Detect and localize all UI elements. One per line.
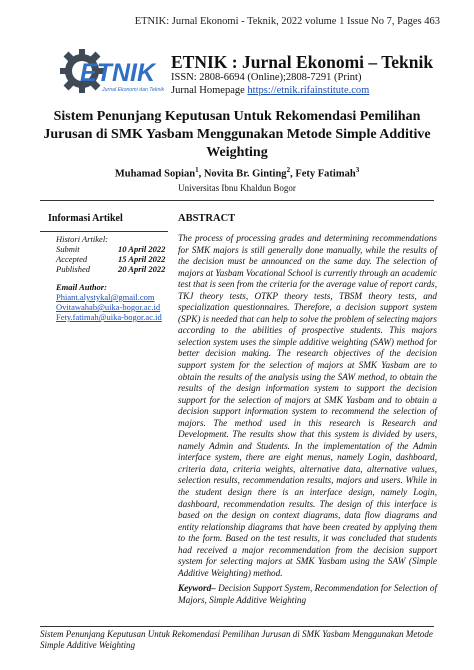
email-heading: Email Author: (56, 282, 107, 292)
author-name: Novita Br. Ginting (203, 168, 287, 180)
abstract-heading: ABSTRACT (178, 213, 236, 224)
author-affiliation-mark: 1 (195, 166, 199, 174)
logo-tagline: Jurnal Ekonomi dan Teknik (102, 87, 165, 93)
keywords-label: Keyword– (178, 583, 216, 593)
homepage-link[interactable]: https://etnik.rifainstitute.com (247, 85, 370, 96)
keywords (178, 583, 437, 606)
homepage-label: Jurnal Homepage (171, 85, 245, 96)
email-link[interactable]: Fety.fatimah@uika-bogor.ac.id (56, 312, 162, 322)
history-label-text: Submit (56, 244, 80, 254)
author-affiliation-mark: 2 (286, 166, 291, 174)
history-date: 10 April 2022 (118, 244, 166, 254)
journal-issn: ISSN: 2808-6694 (Online);2808-7291 (Print) (171, 72, 362, 83)
journal-title: ETNIK : Jurnal Ekonomi – Teknik (171, 52, 434, 72)
history-label-text: Accepted (56, 254, 88, 264)
author-name: Fety Fatimah (295, 168, 356, 180)
history-date: 20 April 2022 (118, 264, 166, 274)
keywords-text: Decision Support System, Recommendation for Selection of Majors, Simple Additive Weighting (178, 583, 437, 605)
page-footer: Sistem Penunjang Keputusan Untuk Rekomendasi Pemilihan Jurusan di SMK Yasbam Menggunakan Metode Simple Additive Weighting (40, 629, 433, 650)
history-label-text: Published (56, 264, 90, 274)
abstract-body: The process of processing grades and determining recommendations for SMK majors is still generally done manually, while the results of the decision must be announced on the same day. The selection of majors at Yasbam Vocational School is currently through an academic test that is seen from the criteria for the average value of report cards, TKJ theory tests, OTKP theory tests, TBSM theory tests, and specialization questionnaires. Therefore, a decision support system (SPK) is needed that can help to solve the problem of selecting majors according to the abilities of prospective students. This majors selection system uses the simple additive weighting (SAW) method for better decision making. The research objectives of the decision support system for the selection of majors at SMK Yasbam are to obtain the results of the analysis using the SAW method, to obtain the results of the design information system to support the decision support for the selection of majors at SMK Yasbam and to obtain a decision support information system to recommend the selection of majors. The method used in this research is Research and Development. The results show that this system is divided by users, namely Admin and Students. In the implementation of the Admin interface system, there are eight menus, namely Login, dashboard, criteria data, criteria weights, alternative data, alternative values, selection results, recommendation results, majors and users. While in the student design there is an interface design, namely Login, dashboard, recommendation results. The design of this interface is based on the design on context diagrams, data flow diagrams and entity relationship diagrams that have been created by applying them to the form. Based on the test results, it was concluded that students had received a major recommendation from the decision support system for selecting majors at SMK Yasbam using the SAW (Simple Additive Weighting) method. (178, 233, 437, 578)
email-link[interactable]: Ovitawahab@uika-bogor.ac.id (56, 302, 161, 312)
logo-wordmark: ETNIK (80, 59, 155, 87)
paper-title: Sistem Penunjang Keputusan Untuk Rekomendasi Pemilihan Jurusan di SMK Yasbam Menggunakan Metode Simple Additive Weighting (43, 109, 431, 160)
article-info-divider (40, 231, 168, 232)
author-affiliation: Universitas Ibnu Khaldun Bogor (178, 183, 296, 193)
email-link[interactable]: Phiant.alystykal@gmail.com (56, 292, 155, 302)
journal-logo (60, 48, 166, 94)
author-affiliation-mark: 3 (355, 166, 360, 174)
history-row-accepted (56, 254, 176, 264)
running-header: ETNIK: Jurnal Ekonomi - Teknik, 2022 volume 1 Issue No 7, Pages 463 (134, 16, 440, 27)
history-row-submit (56, 244, 176, 254)
section-divider (40, 200, 434, 201)
history-row-published (56, 264, 176, 274)
author-name: Muhamad Sopian (114, 168, 196, 180)
footer-divider (40, 626, 434, 627)
history-label: Histori Artikel: (56, 234, 109, 244)
history-date: 15 April 2022 (118, 254, 166, 264)
author-list (40, 166, 434, 180)
author-separator: , (290, 168, 296, 180)
article-info-heading: Informasi Artikel (48, 213, 123, 224)
journal-homepage (171, 85, 369, 96)
author-separator: , (198, 168, 204, 180)
